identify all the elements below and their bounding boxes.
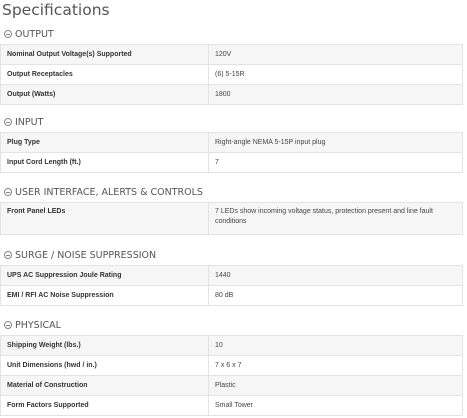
spec-label: UPS AC Suppression Joule Rating <box>1 266 209 286</box>
spec-value: Plastic <box>209 376 463 396</box>
collapse-icon[interactable] <box>4 251 12 259</box>
spec-table-user-interface <box>0 202 463 235</box>
spec-label: Input Cord Length (ft.) <box>1 153 209 173</box>
collapse-icon[interactable] <box>4 321 12 329</box>
table-row <box>1 153 463 173</box>
spec-table-input <box>0 132 463 173</box>
spec-value: 7 x 6 x 7 <box>209 356 463 376</box>
section-input <box>0 115 463 173</box>
spec-value: 7 <box>209 153 463 173</box>
section-title: PHYSICAL <box>15 319 61 331</box>
collapse-icon[interactable] <box>4 188 12 196</box>
section-header-output[interactable] <box>0 27 463 41</box>
page-title: Specifications <box>2 1 110 19</box>
spec-value: 120V <box>209 45 463 65</box>
spec-table-physical <box>0 335 463 416</box>
table-row <box>1 85 463 105</box>
section-title: SURGE / NOISE SUPPRESSION <box>15 249 157 261</box>
spec-label: Output Receptacles <box>1 65 209 85</box>
table-row <box>1 286 463 306</box>
collapse-icon[interactable] <box>4 30 12 38</box>
table-row <box>1 266 463 286</box>
section-title: USER INTERFACE, ALERTS & CONTROLS <box>15 186 203 198</box>
spec-label: Unit Dimensions (hwd / in.) <box>1 356 209 376</box>
table-row <box>1 45 463 65</box>
table-row <box>1 133 463 153</box>
spec-label: Nominal Output Voltage(s) Supported <box>1 45 209 65</box>
spec-label: EMI / RFI AC Noise Suppression <box>1 286 209 306</box>
section-header-input[interactable] <box>0 115 463 129</box>
section-output <box>0 27 463 105</box>
section-title: OUTPUT <box>15 28 54 40</box>
table-row <box>1 203 463 235</box>
spec-label: Plug Type <box>1 133 209 153</box>
table-row <box>1 396 463 416</box>
section-header-physical[interactable] <box>0 318 463 332</box>
spec-label: Front Panel LEDs <box>1 203 209 235</box>
spec-value: (6) 5-15R <box>209 65 463 85</box>
section-user-interface <box>0 185 463 235</box>
table-row <box>1 356 463 376</box>
table-row <box>1 376 463 396</box>
section-title: INPUT <box>15 116 44 128</box>
table-row <box>1 65 463 85</box>
spec-value: 7 LEDs show incoming voltage status, protection present and line fault conditions <box>209 203 463 235</box>
spec-value: Small Tower <box>209 396 463 416</box>
spec-value: Right-angle NEMA 5-15P input plug <box>209 133 463 153</box>
section-physical <box>0 318 463 416</box>
spec-table-output <box>0 44 463 105</box>
section-header-user-interface[interactable] <box>0 185 463 199</box>
spec-label: Shipping Weight (lbs.) <box>1 336 209 356</box>
table-row <box>1 336 463 356</box>
spec-value: 1800 <box>209 85 463 105</box>
spec-label: Output (Watts) <box>1 85 209 105</box>
spec-label: Material of Construction <box>1 376 209 396</box>
spec-label: Form Factors Supported <box>1 396 209 416</box>
spec-value: 10 <box>209 336 463 356</box>
spec-value: 1440 <box>209 266 463 286</box>
section-header-surge-noise[interactable] <box>0 248 463 262</box>
collapse-icon[interactable] <box>4 118 12 126</box>
section-surge-noise <box>0 248 463 306</box>
spec-table-surge-noise <box>0 265 463 306</box>
spec-value: 80 dB <box>209 286 463 306</box>
